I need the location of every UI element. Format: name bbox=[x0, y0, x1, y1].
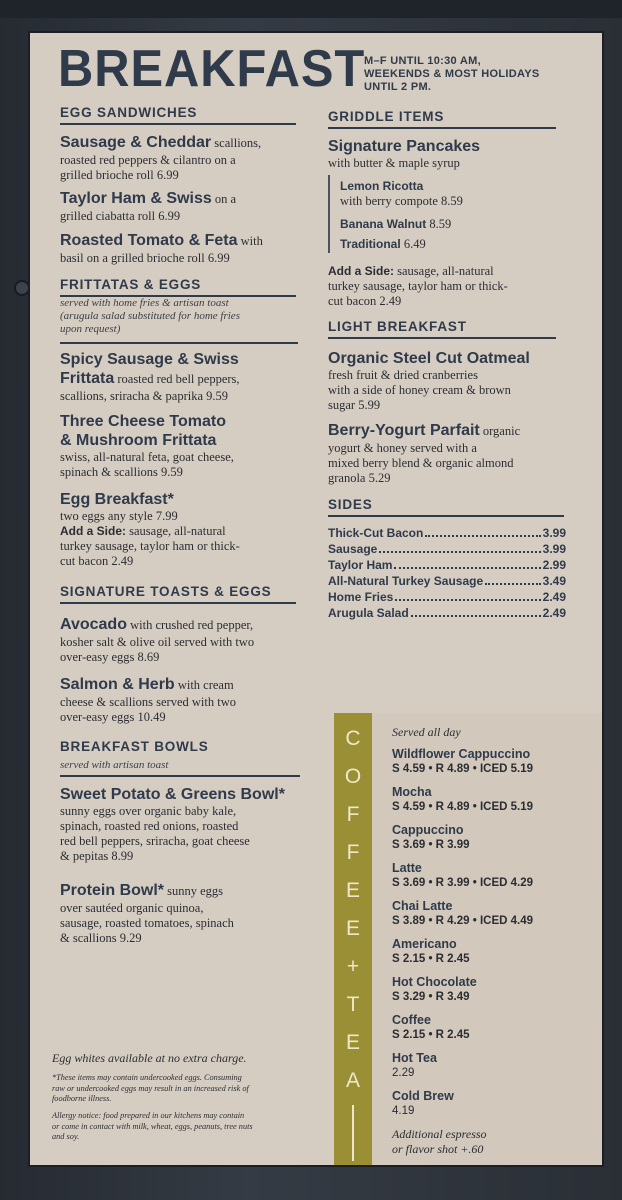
menu-title: BREAKFAST bbox=[58, 40, 366, 98]
bowls-heading: BREAKFAST BOWLS bbox=[60, 739, 209, 754]
sides-heading: SIDES bbox=[328, 497, 564, 517]
served-all-day: Served all day bbox=[392, 725, 461, 739]
menu-board bbox=[30, 33, 602, 1165]
egg-sandwiches-heading: EGG SANDWICHES bbox=[60, 105, 296, 125]
list-item: Home Fries 2.49 bbox=[328, 590, 566, 604]
screw-icon bbox=[14, 280, 30, 296]
strip-letter: A bbox=[345, 1069, 360, 1092]
drink-item: Hot Tea 2.29 bbox=[392, 1051, 437, 1079]
light-breakfast-heading: LIGHT BREAKFAST bbox=[328, 319, 556, 339]
menu-item: Avocado with crushed red pepper, kosher salt & olive oil served with two over-easy eggs 8.69 bbox=[60, 616, 255, 664]
strip-letter: F bbox=[346, 803, 360, 826]
drink-item: Chai Latte S 3.89 • R 4.29 • ICED 4.49 bbox=[392, 899, 534, 927]
pancake-variant: Lemon Ricotta with berry compote 8.59 bbox=[340, 179, 463, 208]
strip-letter: O bbox=[344, 765, 362, 788]
pancake-variant: Banana Walnut 8.59 bbox=[340, 217, 452, 231]
menu-item: Sausage & Cheddar scallions, roasted red peppers & cilantro on a grilled brioche roll 6.99 bbox=[60, 134, 262, 182]
sides-list bbox=[328, 525, 566, 621]
divider bbox=[60, 342, 298, 344]
frittatas-heading: FRITTATAS & EGGS bbox=[60, 277, 296, 297]
additional-shot-note: Additional espresso or flavor shot +.60 bbox=[392, 1127, 487, 1156]
menu-item: Berry-Yogurt Parfait organic yogurt & honey served with a mixed berry blend & organic almond granola 5.29 bbox=[328, 422, 521, 485]
add-side-note: Add a Side: sausage, all-natural turkey sausage, taylor ham or thick- cut bacon 2.49 bbox=[328, 264, 508, 308]
griddle-heading: GRIDDLE ITEMS bbox=[328, 109, 556, 129]
menu-item: Organic Steel Cut Oatmeal fresh fruit & dried cranberries with a side of honey cream & brown sugar 5.99 bbox=[328, 350, 530, 412]
egg-whites-note: Egg whites available at no extra charge. bbox=[52, 1051, 247, 1065]
list-item: Taylor Ham 2.99 bbox=[328, 558, 566, 572]
drink-item: Wildflower Cappuccino S 4.59 • R 4.89 • ICED 5.19 bbox=[392, 747, 534, 775]
menu-item: Taylor Ham & Swiss on a grilled ciabatta roll 6.99 bbox=[60, 190, 237, 223]
toasts-heading: SIGNATURE TOASTS & EGGS bbox=[60, 584, 296, 604]
allergy-notice: Allergy notice: food prepared in our kitchens may contain or come in contact with milk, wheat, eggs, peanuts, tree nuts and soy. bbox=[52, 1111, 253, 1141]
menu-item: Salmon & Herb with cream cheese & scallions served with two over-easy eggs 10.49 bbox=[60, 676, 236, 724]
divider bbox=[60, 775, 300, 777]
service-hours: M–F UNTIL 10:30 AM, WEEKENDS & MOST HOLIDAYS UNTIL 2 PM. bbox=[364, 55, 540, 93]
menu-item: Roasted Tomato & Feta with basil on a grilled brioche roll 6.99 bbox=[60, 232, 263, 265]
strip-letter: E bbox=[345, 879, 360, 902]
drink-item: Mocha S 4.59 • R 4.89 • ICED 5.19 bbox=[392, 785, 534, 813]
pancake-variant: Traditional 6.49 bbox=[340, 237, 426, 251]
strip-letter: E bbox=[345, 917, 360, 940]
frittatas-subtitle: served with home fries & artisan toast (arugula salad substituted for home fries upon request) bbox=[60, 297, 240, 335]
strip-letter: C bbox=[345, 727, 361, 750]
drink-item: Hot Chocolate S 3.29 • R 3.49 bbox=[392, 975, 477, 1003]
list-item: Thick-Cut Bacon 3.99 bbox=[328, 526, 566, 540]
frame-top-edge bbox=[0, 0, 622, 18]
list-item: Arugula Salad 2.49 bbox=[328, 606, 566, 620]
drink-item: Cold Brew 4.19 bbox=[392, 1089, 454, 1117]
drink-item: Cappuccino S 3.69 • R 3.99 bbox=[392, 823, 470, 851]
strip-line bbox=[352, 1105, 354, 1161]
menu-item: Spicy Sausage & Swiss Frittata roasted red bell peppers, scallions, sriracha & paprika 9.59 bbox=[60, 351, 240, 403]
strip-letter: + bbox=[346, 955, 360, 978]
drink-item: Americano S 2.15 • R 2.45 bbox=[392, 937, 470, 965]
list-item: Sausage 3.99 bbox=[328, 542, 566, 556]
coffee-tea-strip bbox=[334, 713, 372, 1165]
strip-letter: T bbox=[346, 993, 360, 1016]
drink-item: Latte S 3.69 • R 3.99 • ICED 4.29 bbox=[392, 861, 534, 889]
menu-item: Egg Breakfast* two eggs any style 7.99 Add a Side: sausage, all-natural turkey sausage, taylor ham or thick- cut bacon 2.49 bbox=[60, 491, 240, 568]
list-item: All-Natural Turkey Sausage 3.49 bbox=[328, 574, 566, 588]
menu-item: Signature Pancakes with butter & maple syrup bbox=[328, 138, 481, 170]
strip-letter: F bbox=[346, 841, 360, 864]
undercooked-notice: *These items may contain undercooked eggs. Consuming raw or undercooked eggs may result in an increased risk of foodborne illness. bbox=[52, 1073, 249, 1103]
bowls-subtitle: served with artisan toast bbox=[60, 759, 169, 771]
pancake-bracket bbox=[328, 175, 330, 253]
drink-item: Coffee S 2.15 • R 2.45 bbox=[392, 1013, 470, 1041]
menu-item: Protein Bowl* sunny eggs over sautéed organic quinoa, sausage, roasted tomatoes, spinach & scallions 9.29 bbox=[60, 882, 234, 945]
menu-item: Three Cheese Tomato & Mushroom Frittata swiss, all-natural feta, goat cheese, spinach & scallions 9.59 bbox=[60, 413, 234, 479]
strip-letter: E bbox=[345, 1031, 360, 1054]
menu-item: Sweet Potato & Greens Bowl* sunny eggs over organic baby kale, spinach, roasted red onions, roasted red bell peppers, sriracha, goat cheese & pepitas 8.99 bbox=[60, 786, 285, 863]
